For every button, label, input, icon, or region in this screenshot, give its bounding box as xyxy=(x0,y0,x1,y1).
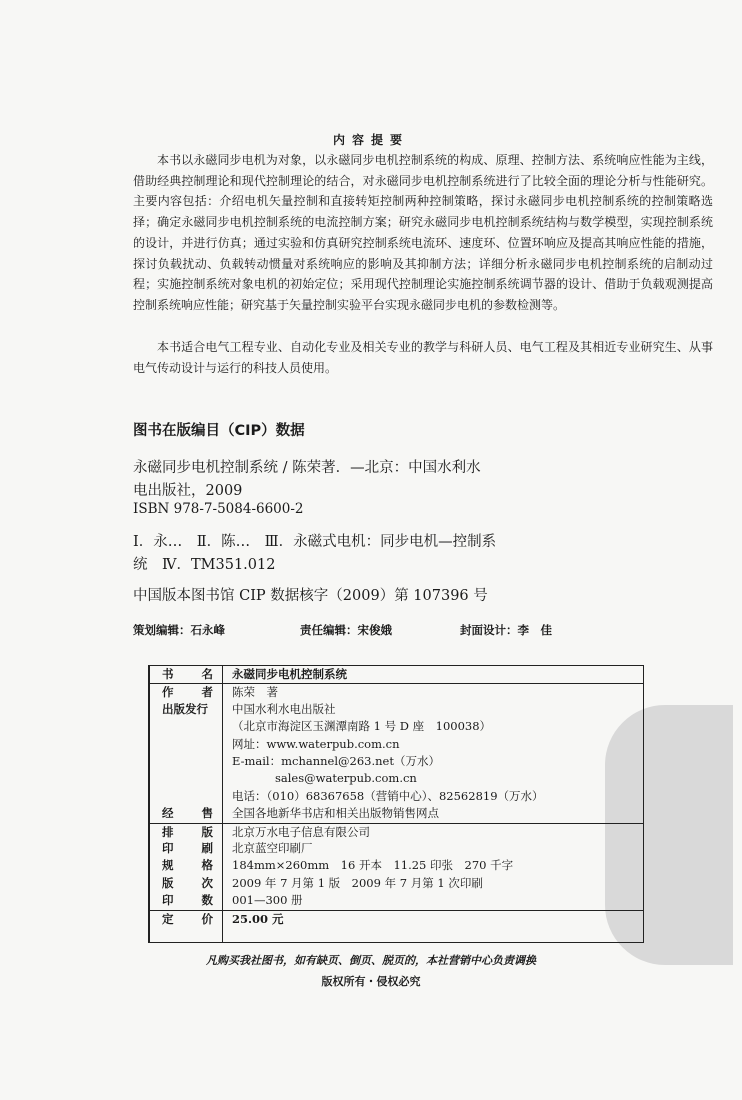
colophon-row-author: 作 者 陈荣 著 xyxy=(150,683,643,701)
copies-value: 001—300 册 xyxy=(232,893,303,908)
summary-title: 内容提要 xyxy=(332,133,409,147)
colophon-row-print: 印 刷 北京蓝空印刷厂 xyxy=(150,840,643,857)
author-value: 陈荣 著 xyxy=(232,685,278,700)
copyright-notice: 版权所有・侵权必究 xyxy=(321,975,421,988)
printer-value: 北京蓝空印刷厂 xyxy=(232,841,313,855)
cip-line-4: Ⅰ．永… Ⅱ．陈… Ⅲ．永磁式电机：同步电机—控制系 xyxy=(133,534,497,550)
edition-value: 2009 年 7 月第 1 版 2009 年 7 月第 1 次印刷 xyxy=(232,875,483,890)
colophon-row-website xyxy=(150,736,643,753)
cip-line-1: 永磁同步电机控制系统 / 陈荣著．—北京：中国水利水 xyxy=(133,460,481,476)
cip-heading: 图书在版编目（CIP）数据 xyxy=(133,423,305,439)
responsible-editor: 责任编辑：宋俊娥 xyxy=(300,623,392,637)
summary-paragraph-1: 本书以永磁同步电机为对象，以永磁同步电机控制系统的构成、原理、控制方法、系统响应性能为主线，借助经典控制理论和现代控制理论的结合，对永磁同步电机控制系统进行了比较全面的理论分析与性能研究。主要内容包括：介绍电机矢量控制和直接转矩控制两种控制策略，探讨永磁同步电机控制系统的控制策略选择；确定永磁同步电机控制系统的电流控制方案；研究永磁同步电机控制系统结构与数学模型，实现控制系统的设计，并进行仿真；通过实验和仿真研究控制系统电流环、速度环、位置环响应及提高其响应性能的措施，探讨负载扰动、负载转动惯量对系统响应的影响及其抑制方法；详细分析永磁同步电机控制系统的启制动过程；实施控制系统对象电机的初始定位；采用现代控制理论实施控制系统调节器的设计、借助于负载观测提高控制系统响应性能；研究基于矢量控制实验平台实现永磁同步电机的参数检测等。 xyxy=(133,153,713,312)
publisher-email-2: sales@waterpub.com.cn xyxy=(275,771,417,786)
book-title-value: 永磁同步电机控制系统 xyxy=(232,667,347,681)
typeset-value: 北京万水电子信息有限公司 xyxy=(232,824,370,839)
publisher-address: （北京市海淀区玉渊潭南路 1 号 D 座 100038） xyxy=(232,719,492,734)
colophon-row-address xyxy=(150,718,643,735)
planning-editor: 策划编辑：石永峰 xyxy=(133,623,225,637)
cover-design: 封面设计：李 佳 xyxy=(460,623,552,637)
summary-paragraph-2: 本书适合电气工程专业、自动化专业及相关专业的教学与科研人员、电气工程及其相近专业研究生、从事电气传动设计与运行的科技人员使用。 xyxy=(133,340,713,375)
colophon-row-edition: 版 次 2009 年 7 月第 1 版 2009 年 7 月第 1 次印刷 xyxy=(150,875,643,892)
publisher-name: 中国水利水电出版社 xyxy=(232,701,336,716)
cip-isbn: ISBN 978-7-5084-6600-2 xyxy=(133,501,304,517)
publisher-phone: 电话：（010）68367658（营销中心）、82562819（万水） xyxy=(232,788,544,803)
cip-line-2: 电出版社，2009 xyxy=(133,483,243,499)
colophon-row-spec: 规 格 184mm×260mm 16 开本 11.25 印张 270 千字 xyxy=(150,857,643,874)
colophon-row-publisher: 出版发行 中国水利水电出版社 xyxy=(150,701,643,718)
colophon-row-email1 xyxy=(150,753,643,770)
publisher-website: 网址：www.waterpub.com.cn xyxy=(232,736,400,751)
colophon-row-price: 定 价 25.00 元 xyxy=(150,910,643,928)
cip-record: 中国版本图书馆 CIP 数据核字（2009）第 107396 号 xyxy=(133,588,488,604)
price-value: 25.00 元 xyxy=(232,911,284,926)
colophon-row-distributor: 经 售 全国各地新华书店和相关出版物销售网点 xyxy=(150,805,643,822)
replacement-notice: 凡购买我社图书，如有缺页、倒页、脱页的，本社营销中心负责调换 xyxy=(206,954,536,967)
publisher-email-1: E-mail：mchannel@263.net（万水） xyxy=(232,754,440,768)
colophon-row-copies: 印 数 001—300 册 xyxy=(150,892,643,909)
colophon-row-title: 书 名 永磁同步电机控制系统 xyxy=(150,666,643,683)
colophon-table xyxy=(148,665,644,943)
credits-line xyxy=(133,622,552,638)
colophon-row-phone xyxy=(150,788,643,805)
cip-line-5: 统 Ⅳ．TM351.012 xyxy=(133,557,276,573)
colophon-row-typeset: 排 版 北京万水电子信息有限公司 xyxy=(150,823,643,841)
spec-value: 184mm×260mm 16 开本 11.25 印张 270 千字 xyxy=(232,858,514,873)
distributor-value: 全国各地新华书店和相关出版物销售网点 xyxy=(232,806,439,821)
colophon-row-email2 xyxy=(150,770,643,787)
